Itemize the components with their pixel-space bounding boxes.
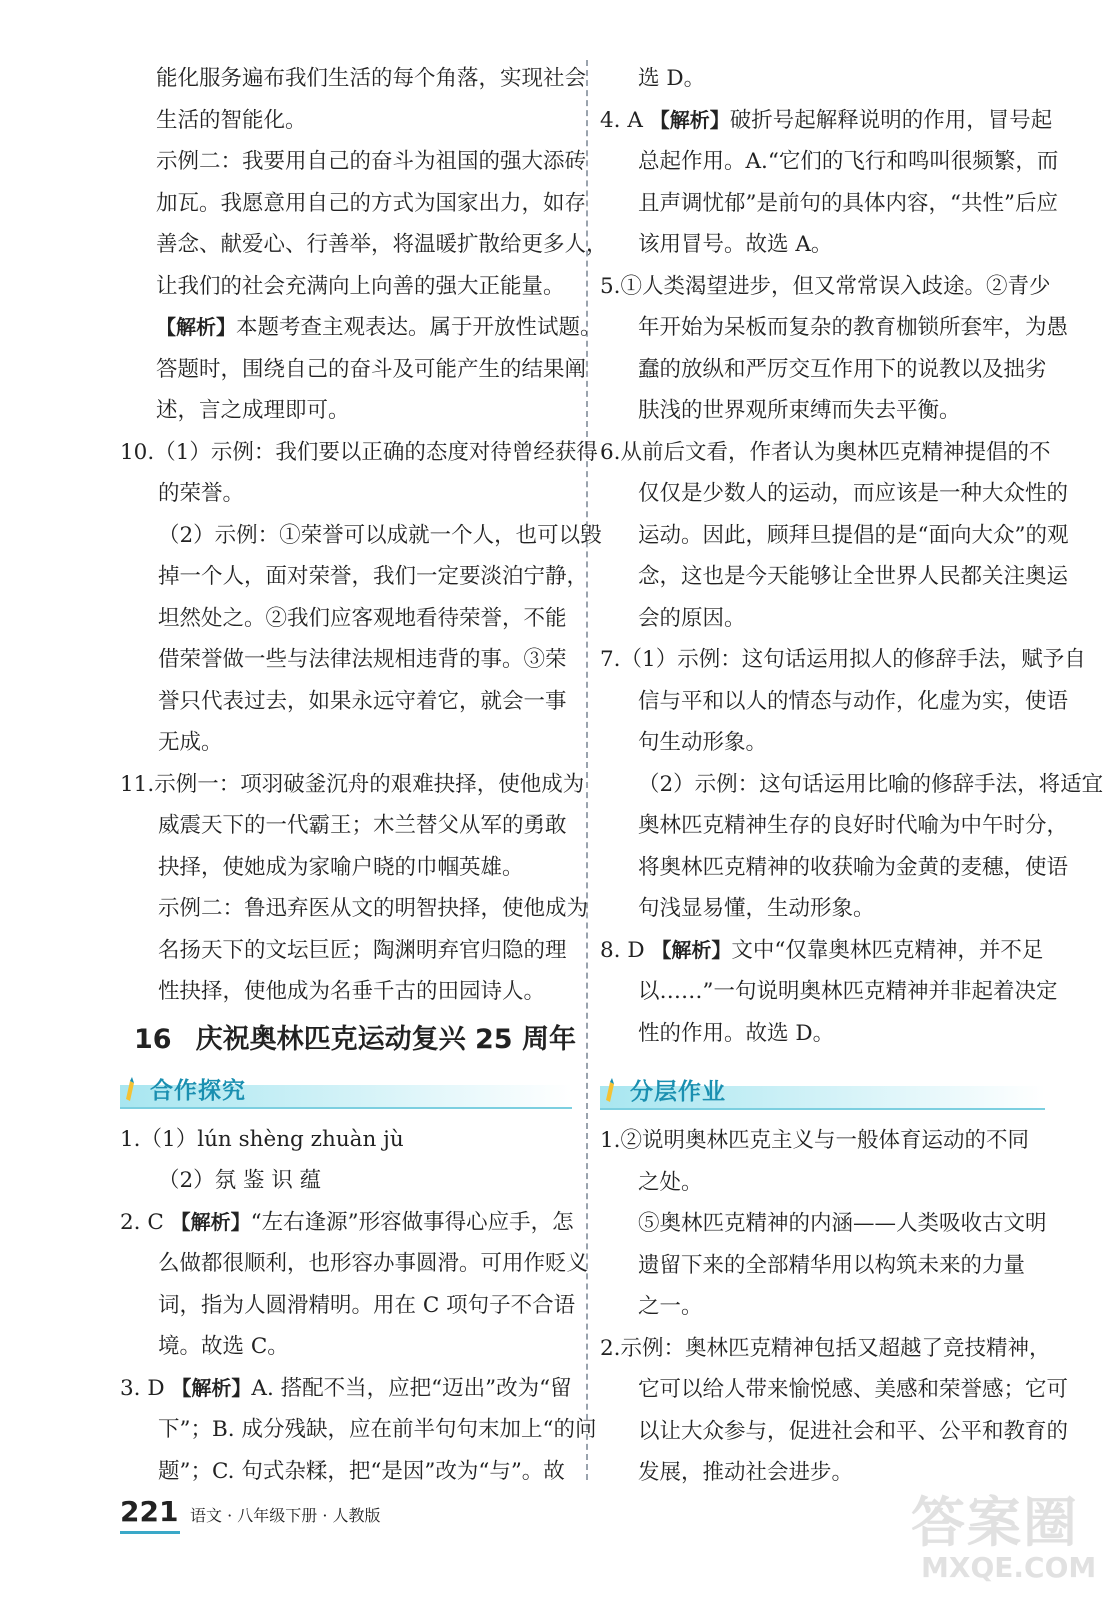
- text-line: 能化服务遍布我们生活的每个角落，实现社会: [156, 66, 587, 91]
- text-line: 信与平和以人的情态与动作，化虚为实，使语: [638, 688, 1069, 714]
- text-line: 性的作用。故选 D。: [638, 1020, 835, 1046]
- pencil-icon: [122, 1075, 144, 1103]
- text-line: 生活的智能化。: [156, 107, 307, 133]
- text-line: 1.（1）lún shèng zhuàn jù: [120, 1126, 404, 1152]
- left-column: [120, 58, 608, 1492]
- text-line: 发展，推动社会进步。: [638, 1460, 854, 1485]
- lesson-number: 16: [134, 1023, 172, 1055]
- text-line: 以让大众参与，促进社会和平、公平和教育的: [638, 1418, 1069, 1444]
- text-line: 将奥林匹克精神的收获喻为金黄的麦穗，使语: [638, 854, 1069, 880]
- text-line: 示例二：鲁迅弃医从文的明智抉择，使他成为: [158, 896, 589, 921]
- text-line: 么做都很顺利，也形容办事圆滑。可用作贬义: [158, 1251, 589, 1276]
- text-line: 句浅显易懂，生动形象。: [638, 896, 875, 921]
- text-line: 11.示例一：项羽破釜沉舟的艰难抉择，使他成为: [120, 771, 585, 797]
- analysis-tag: 【解析】: [171, 1375, 252, 1400]
- right-answer-block: [600, 58, 1104, 1054]
- text-line: 坦然处之。②我们应客观地看待荣誉，不能: [158, 605, 567, 631]
- text-line: 2.示例：奥林匹克精神包括又超越了竞技精神，: [600, 1335, 1051, 1361]
- text-line: 词，指为人圆滑精明。用在 C 项句子不合语: [158, 1292, 576, 1318]
- text-line: 它可以给人带来愉悦感、美感和荣誉感；它可: [638, 1377, 1069, 1402]
- text-line: 述，言之成理即可。: [156, 398, 350, 423]
- analysis-tag: 【解析】: [170, 1209, 251, 1234]
- lesson-title: 庆祝奥林匹克运动复兴 25 周年: [195, 1023, 576, 1055]
- text-line: 会的原因。: [638, 605, 746, 631]
- pencil-icon: [602, 1076, 624, 1104]
- text-line: 总起作用。A.“它们的飞行和鸣叫很频繁，而: [638, 149, 1059, 174]
- text-line: 掉一个人，面对荣誉，我们一定要淡泊宁静，: [158, 564, 589, 589]
- text-line: ⑤奥林匹克精神的内涵——人类吸收古文明: [638, 1211, 1047, 1236]
- text-line: 善念、献爱心、行善举，将温暖扩散给更多人，: [156, 232, 608, 257]
- text-line: 让我们的社会充满向上向善的强大正能量。: [156, 273, 565, 299]
- text-line: 1.②说明奥林匹克主义与一般体育运动的不同: [600, 1128, 1030, 1153]
- text-line: 题”；C. 句式杂糅，把“是因”改为“与”。故: [158, 1458, 565, 1484]
- text-line: 奥林匹克精神生存的良好时代喻为中午时分，: [638, 813, 1069, 838]
- text-line: 加瓦。我愿意用自己的方式为国家出力，如存: [156, 190, 587, 216]
- text-line: 誉只代表过去，如果永远守着它，就会一事: [158, 688, 567, 714]
- text-line: 下”；B. 成分残缺，应在前半句句末加上“的问: [158, 1417, 597, 1442]
- analysis-tag: 【解析】: [651, 937, 732, 962]
- section-header-layered: [600, 1070, 1045, 1110]
- section-title: 分层作业: [630, 1079, 726, 1105]
- text-line: 的荣誉。: [158, 481, 245, 506]
- text-line: 性抉择，使他成为名垂千古的田园诗人。: [158, 979, 546, 1004]
- text-line: 以……”一句说明奥林匹克精神并非起着决定: [638, 979, 1058, 1004]
- text-line: 名扬天下的文坛巨匠；陶渊明弃官归隐的理: [158, 937, 567, 963]
- text-line: 借荣誉做一些与法律法规相违背的事。③荣: [158, 647, 567, 672]
- text-line: 4. A 【解析】破折号起解释说明的作用，冒号起: [600, 107, 1053, 133]
- text-line: 肤浅的世界观所束缚而失去平衡。: [638, 398, 961, 423]
- text-line: 运动。因此，顾拜旦提倡的是“面向大众”的观: [638, 522, 1069, 548]
- text-line: 且声调忧郁”是前句的具体内容，“共性”后应: [638, 190, 1058, 216]
- text-line: 无成。: [158, 730, 223, 755]
- text-line: 3. D 【解析】A. 搭配不当，应把“迈出”改为“留: [120, 1375, 572, 1401]
- text-line: （2）示例：①荣誉可以成就一个人，也可以毁: [158, 522, 602, 548]
- text-line: 句生动形象。: [638, 730, 768, 755]
- watermark-logo: 答案圈 MXQE.COM: [911, 1491, 1097, 1584]
- text-line: 之一。: [638, 1294, 703, 1319]
- text-line: 选 D。: [638, 66, 706, 91]
- text-line: 年开始为呆板而复杂的教育枷锁所套牢，为愚: [638, 315, 1069, 340]
- section-header-cooperative: [120, 1069, 572, 1109]
- lesson-heading: [134, 1017, 576, 1063]
- text-line: 8. D 【解析】文中“仅靠奥林匹克精神，并不足: [600, 937, 1044, 963]
- section-title: 合作探究: [150, 1077, 246, 1104]
- text-line: 该用冒号。故选 A。: [638, 232, 833, 257]
- text-line: 7.（1）示例：这句话运用拟人的修辞手法，赋予自: [600, 647, 1086, 672]
- text-line: 念，这也是今天能够让全世界人民都关注奥运: [638, 564, 1069, 589]
- text-line: 答题时，围绕自己的奋斗及可能产生的结果阐: [156, 356, 587, 382]
- book-info: 语文 · 八年级下册 · 人教版: [190, 1506, 381, 1525]
- right-answer-block-2: [600, 1120, 1069, 1494]
- text-line: 示例二：我要用自己的奋斗为祖国的强大添砖: [156, 149, 587, 174]
- text-line: 威震天下的一代霸王；木兰替父从军的勇敢: [158, 813, 567, 838]
- text-line: 6.从前后文看，作者认为奥林匹克精神提倡的不: [600, 439, 1051, 465]
- text-line: （2）氛 鉴 识 蕴: [158, 1168, 322, 1193]
- text-line: 5.①人类渴望进步，但又常常误入歧途。②青少: [600, 273, 1051, 299]
- analysis-tag: 【解析】: [156, 315, 236, 339]
- left-answer-block: [120, 58, 608, 1013]
- analysis-tag: 【解析】: [649, 107, 730, 132]
- text-line: 境。故选 C。: [158, 1334, 289, 1359]
- text-line: 2. C 【解析】“左右逢源”形容做事得心应手，怎: [120, 1209, 574, 1235]
- page-footer: [120, 1495, 381, 1528]
- text-line: 【解析】本题考查主观表达。属于开放性试题。: [156, 315, 602, 340]
- right-column: [600, 58, 1104, 1494]
- text-line: 之处。: [638, 1169, 703, 1195]
- text-line: 10.（1）示例：我们要以正确的态度对待曾经获得: [120, 439, 598, 465]
- text-line: 遗留下来的全部精华用以构筑未来的力量: [638, 1252, 1026, 1278]
- left-answer-block-2: [120, 1119, 597, 1493]
- page-number: 221: [120, 1495, 179, 1528]
- text-line: 抉择，使她成为家喻户晓的巾帼英雄。: [158, 854, 524, 880]
- text-line: （2）示例：这句话运用比喻的修辞手法，将适宜: [638, 771, 1104, 797]
- text-line: 蠢的放纵和严厉交互作用下的说教以及拙劣: [638, 356, 1047, 382]
- text-line: 仅仅是少数人的运动，而应该是一种大众性的: [638, 481, 1069, 506]
